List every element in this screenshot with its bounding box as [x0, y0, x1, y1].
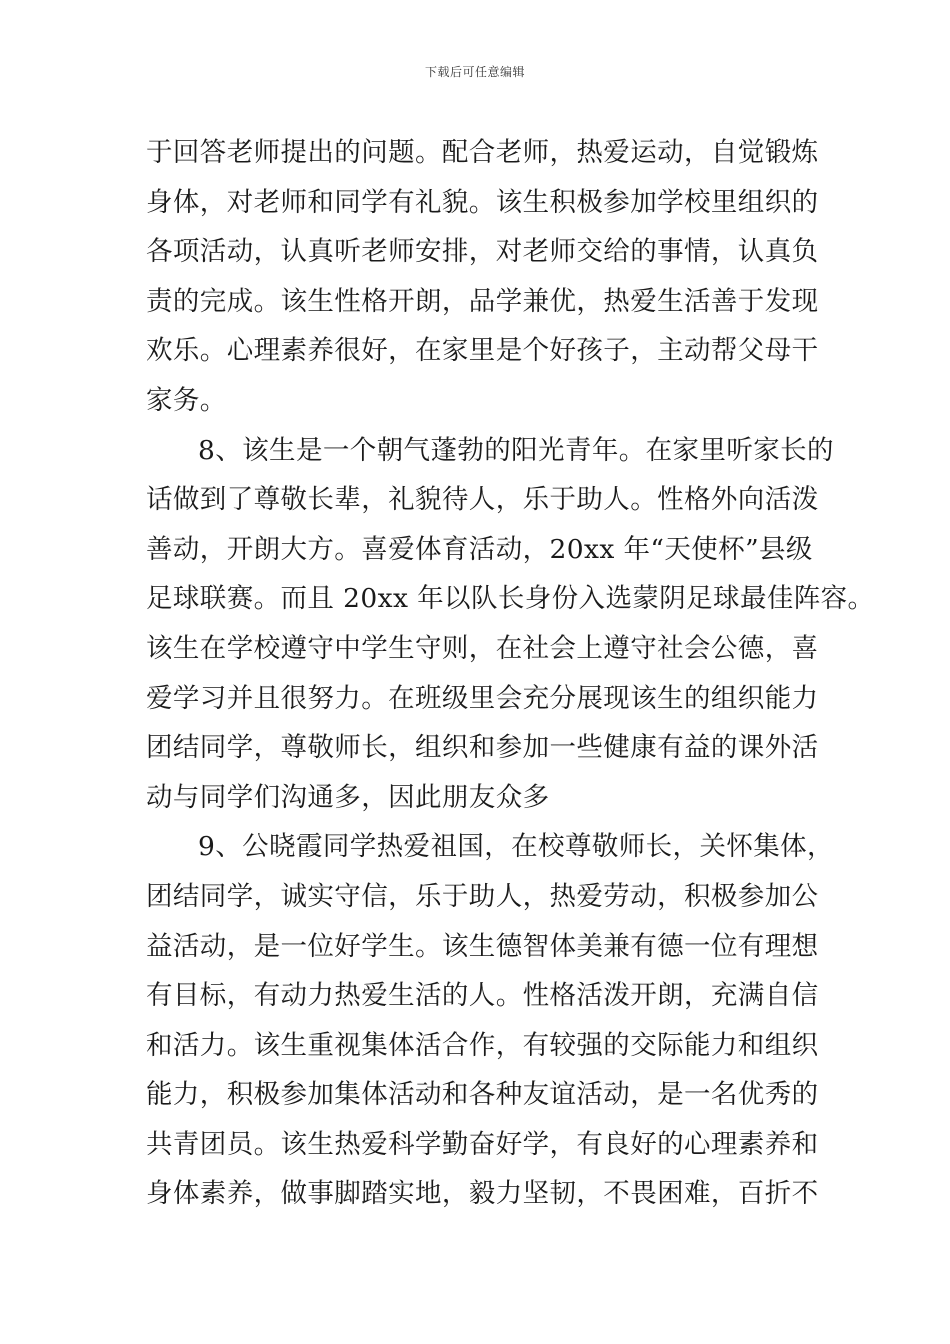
text-line: 责的完成。该生性格开朗，品学兼优，热爱生活善于发现: [146, 285, 819, 317]
text-line: 善动，开朗大方。喜爱体育活动，20xx 年“天使杯”县级: [146, 533, 813, 565]
text-line: 各项活动，认真听老师安排，对老师交给的事情，认真负: [146, 236, 819, 268]
text-line: 和活力。该生重视集体活合作，有较强的交际能力和组织: [146, 1029, 819, 1061]
paragraph-start-8: 8、该生是一个朝气蓬勃的阳光青年。在家里听家长的: [198, 434, 834, 466]
text-line: 动与同学们沟通多，因此朋友众多: [146, 781, 550, 813]
text-line: 有目标，有动力热爱生活的人。性格活泼开朗，充满自信: [146, 980, 819, 1012]
text-line: 欢乐。心理素养很好，在家里是个好孩子，主动帮父母干: [146, 335, 819, 367]
text-line: 爱学习并且很努力。在班级里会充分展现该生的组织能力: [146, 682, 819, 714]
text-line: 益活动，是一位好学生。该生德智体美兼有德一位有理想: [146, 930, 819, 962]
body-text: [146, 128, 875, 1219]
text-line: 团结同学，尊敬师长，组织和参加一些健康有益的课外活: [146, 732, 819, 764]
page-header: 下载后可任意编辑: [424, 65, 525, 79]
text-line: 共青团员。该生热爱科学勤奋好学，有良好的心理素养和: [146, 1128, 819, 1160]
text-line: 话做到了尊敬长辈，礼貌待人，乐于助人。性格外向活泼: [146, 484, 819, 516]
text-line: 能力，积极参加集体活动和各种友谊活动，是一名优秀的: [146, 1079, 819, 1111]
text-line: 于回答老师提出的问题。配合老师，热爱运动，自觉锻炼: [146, 137, 819, 168]
text-line: 足球联赛。而且 20xx 年以队长身份入选蒙阴足球最佳阵容。: [146, 583, 875, 615]
text-line: 身体素养，做事脚踏实地，毅力坚韧，不畏困难，百折不: [146, 1178, 819, 1210]
paragraph-start-9: 9、公晓霞同学热爱祖国，在校尊敬师长，关怀集体，: [198, 831, 834, 863]
text-line: 身体，对老师和同学有礼貌。该生积极参加学校里组织的: [146, 186, 819, 218]
text-line: 家务。: [146, 384, 227, 416]
text-line: 该生在学校遵守中学生守则，在社会上遵守社会公德，喜: [146, 632, 819, 664]
text-line: 团结同学，诚实守信，乐于助人，热爱劳动，积极参加公: [146, 880, 819, 912]
